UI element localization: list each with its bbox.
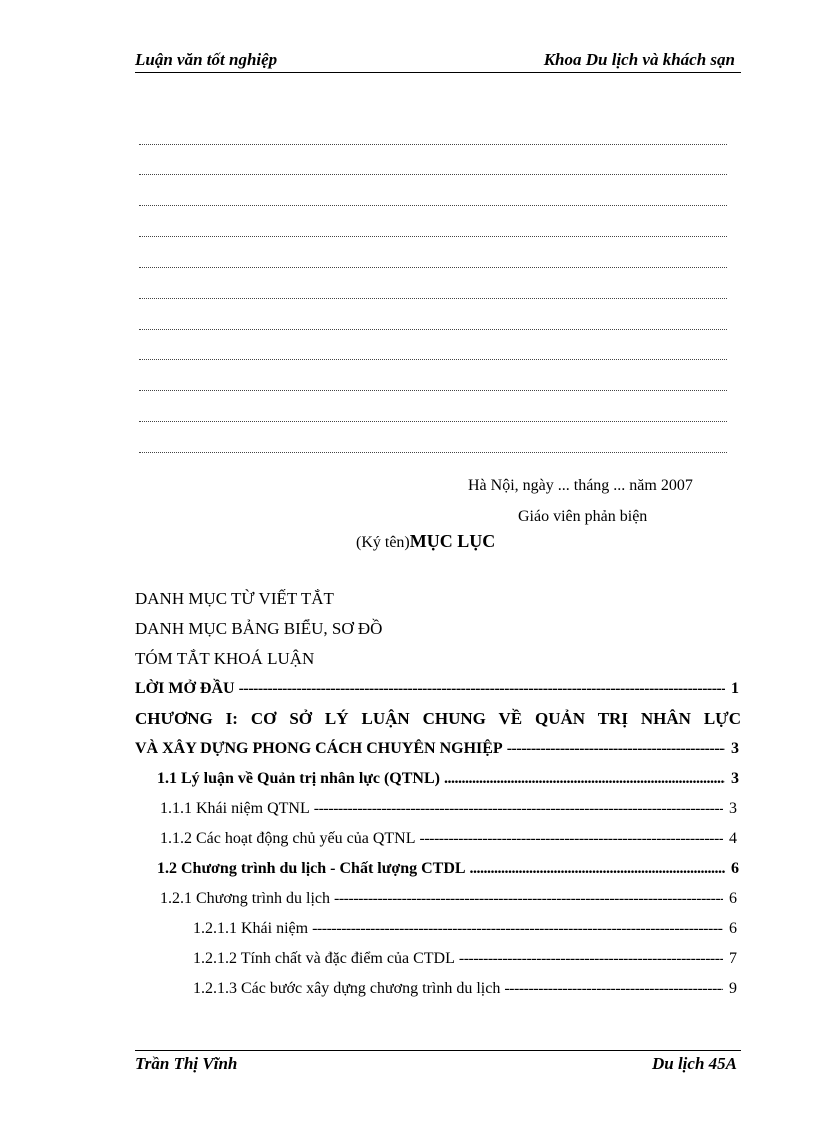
toc-item-label: 1.1 Lý luận về Quản trị nhân lực (QTNL) — [157, 770, 440, 787]
footer-divider — [135, 1050, 741, 1051]
toc-page-number: 9 — [729, 980, 737, 997]
toc-page-number: 3 — [731, 740, 739, 757]
comment-line — [139, 419, 727, 422]
toc-item-1-1-1[interactable] — [160, 798, 737, 820]
toc-leader — [314, 798, 723, 820]
toc-leader — [334, 888, 723, 910]
toc-item-label: 1.2.1.2 Tính chất và đặc điểm của CTDL — [193, 950, 455, 967]
toc-item-label: 1.1.2 Các hoạt động chủ yếu của QTNL — [160, 830, 416, 847]
toc-page-number: 6 — [731, 860, 739, 877]
toc-title: MỤC LỤC — [409, 531, 496, 551]
toc-chapter1-line2[interactable] — [135, 738, 739, 760]
comment-line — [139, 450, 727, 453]
toc-page-number: 4 — [729, 830, 737, 847]
toc-item-summary[interactable]: TÓM TẮT KHOÁ LUẬN — [135, 649, 315, 668]
comment-line — [139, 296, 727, 299]
toc-item-1-1-2[interactable] — [160, 828, 737, 850]
comment-line — [139, 234, 727, 237]
toc-leader — [470, 858, 725, 880]
toc-item-label: 1.2.1 Chương trình du lịch — [160, 890, 331, 907]
place-date: Hà Nội, ngày ... tháng ... năm 2007 — [468, 477, 693, 494]
comment-line — [139, 327, 727, 330]
toc-item-abbreviations[interactable]: DANH MỤC TỪ VIẾT TẮT — [135, 589, 334, 608]
toc-leader — [239, 678, 725, 700]
toc-page-number: 3 — [729, 800, 737, 817]
toc-item-label: 1.2.1.1 Khái niệm — [193, 920, 309, 937]
footer-class: Du lịch 45A — [651, 1054, 737, 1073]
toc-page-number: 7 — [729, 950, 737, 967]
toc-leader — [444, 768, 725, 790]
toc-leader — [507, 738, 725, 760]
page-footer — [135, 1054, 741, 1076]
header-faculty-label: Khoa Du lịch và khách sạn — [543, 50, 735, 69]
comment-line — [139, 388, 727, 391]
toc-leader — [419, 828, 723, 850]
toc-leader — [504, 978, 723, 1000]
toc-item-1-2-1[interactable] — [160, 888, 737, 910]
sign-label: (Ký tên) — [356, 534, 410, 551]
toc-page-number: 6 — [729, 890, 737, 907]
header-thesis-label: Luận văn tốt nghiệp — [135, 50, 278, 69]
toc-leader — [312, 918, 723, 940]
toc-item-1-1[interactable] — [157, 768, 739, 790]
toc-item-1-2[interactable] — [157, 858, 739, 880]
toc-leader — [459, 948, 723, 970]
footer-author: Trần Thị Vĩnh — [135, 1054, 238, 1073]
toc-item-label: 1.2 Chương trình du lịch - Chất lượng CTDL — [157, 860, 466, 877]
toc-item-label: VÀ XÂY DỰNG PHONG CÁCH CHUYÊN NGHIỆP — [135, 740, 503, 757]
toc-item-label: 1.2.1.3 Các bước xây dựng chương trình du lịch — [193, 980, 501, 997]
comment-line — [139, 357, 727, 360]
comment-line — [139, 203, 727, 206]
toc-item-1-2-1-3[interactable] — [193, 978, 737, 1000]
reviewer-label: Giáo viên phản biện — [518, 508, 648, 525]
sign-and-toc-title — [356, 531, 495, 552]
toc-item-tables-figures[interactable]: DANH MỤC BẢNG BIỂU, SƠ ĐỒ — [135, 619, 383, 638]
page-header — [135, 48, 741, 73]
toc-page-number: 3 — [731, 770, 739, 787]
toc-page-number: 1 — [731, 680, 739, 697]
toc-item-label: 1.1.1 Khái niệm QTNL — [160, 800, 310, 817]
toc-item-label: LỜI MỞ ĐẦU — [135, 680, 235, 697]
toc-page-number: 6 — [729, 920, 737, 937]
toc-item-intro[interactable] — [135, 678, 739, 700]
toc-item-1-2-1-2[interactable] — [193, 948, 737, 970]
comment-line — [139, 172, 727, 175]
comment-line — [139, 265, 727, 268]
toc-item-1-2-1-1[interactable] — [193, 918, 737, 940]
toc-chapter1-line1[interactable]: CHƯƠNG I: CƠ SỞ LÝ LUẬN CHUNG VỀ QUẢN TRỊ NHÂN LỰC — [135, 709, 741, 728]
comment-line — [139, 142, 727, 145]
